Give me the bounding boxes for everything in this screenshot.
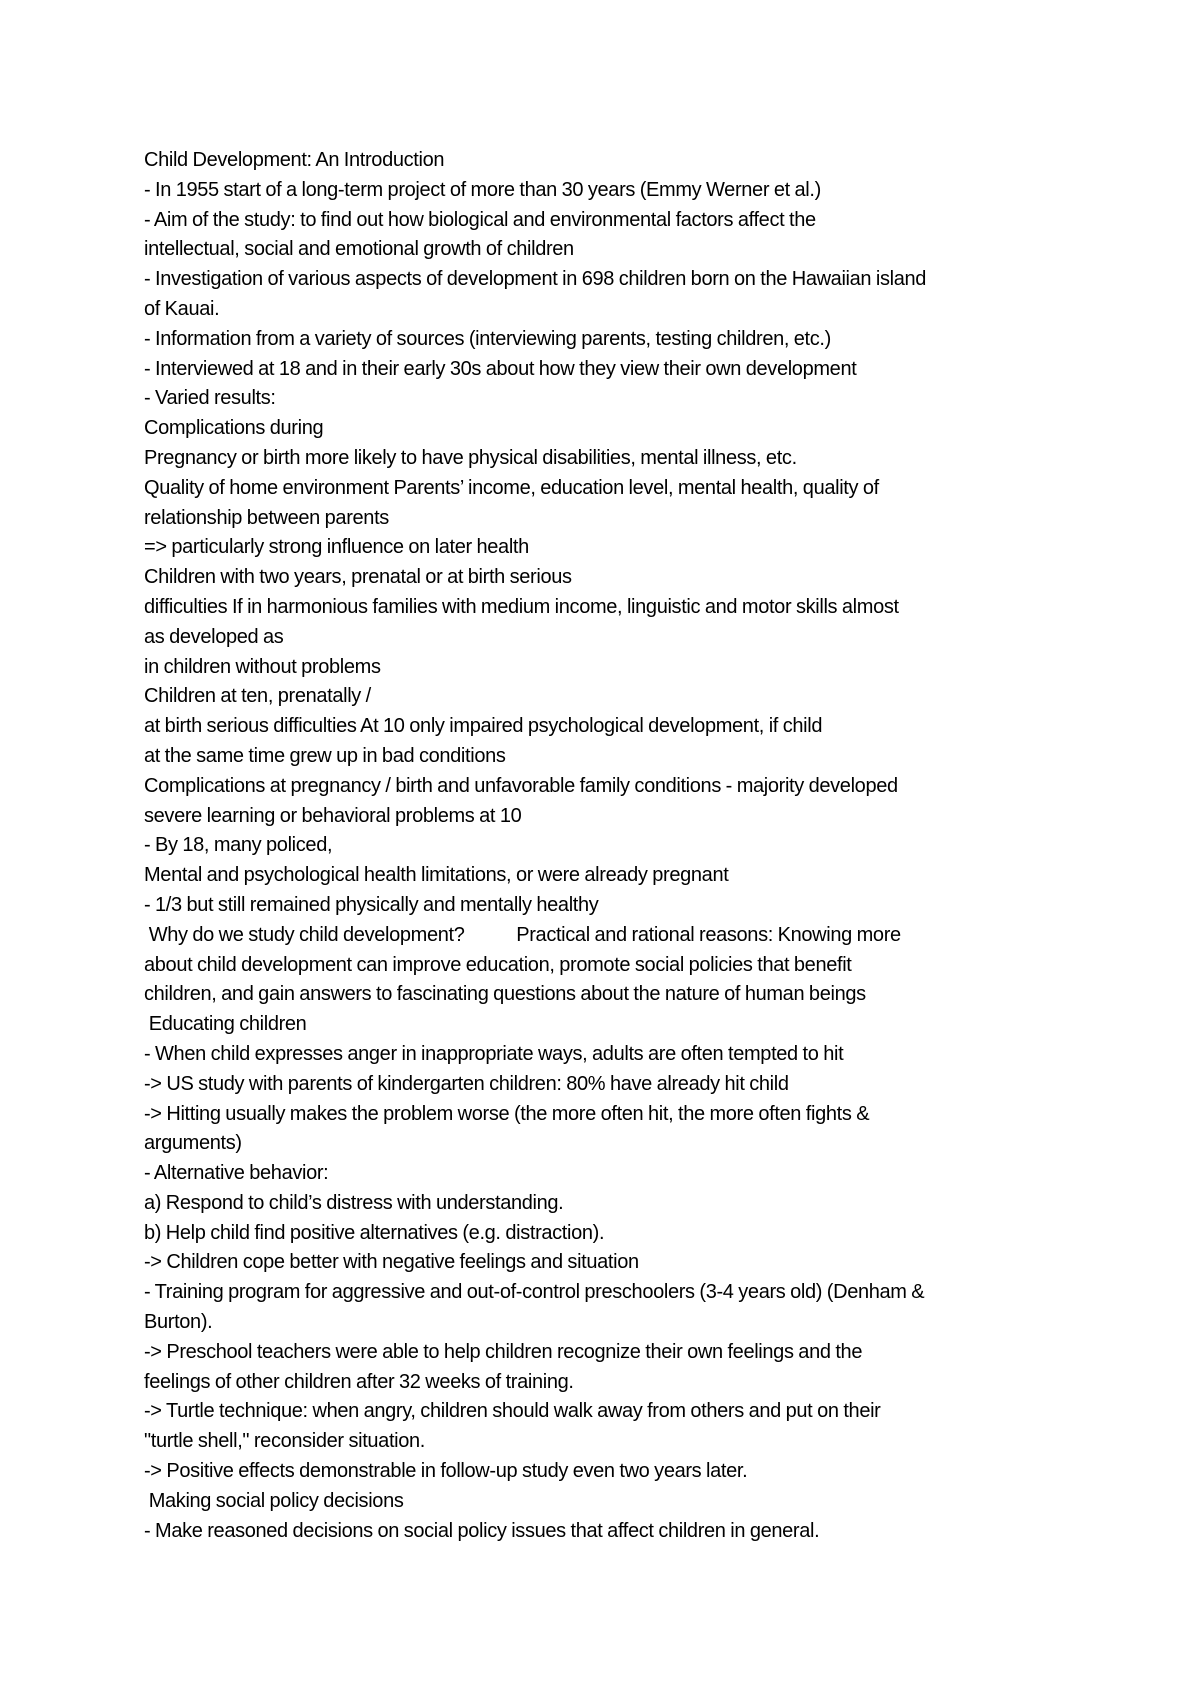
text-line: - Investigation of various aspects of development in 698 children born on the Hawaiian island [144, 268, 927, 291]
text-line: -> Preschool teachers were able to help children recognize their own feelings and the [144, 1340, 863, 1363]
text-line: a) Respond to child’s distress with understanding. [144, 1191, 564, 1214]
text-line: - Information from a variety of sources (interviewing parents, testing children, etc.) [144, 327, 831, 350]
text-line: in children without problems [144, 655, 381, 678]
document-body [144, 146, 1074, 1546]
section-heading: Making social policy decisions [144, 1489, 404, 1512]
text-line: Pregnancy or birth more likely to have physical disabilities, mental illness, etc. [144, 446, 797, 469]
text-line: children, and gain answers to fascinating questions about the nature of human beings [144, 983, 866, 1006]
text-line: - When child expresses anger in inappropriate ways, adults are often tempted to hit [144, 1042, 844, 1065]
text-line: Complications during [144, 417, 324, 440]
text-line: "turtle shell," reconsider situation. [144, 1430, 425, 1453]
text-line: difficulties If in harmonious families with medium income, linguistic and motor skills almost [144, 595, 899, 618]
text-line: - By 18, many policed, [144, 834, 333, 857]
text-line: arguments) [144, 1132, 242, 1155]
text-line: -> US study with parents of kindergarten children: 80% have already hit child [144, 1072, 789, 1095]
text-line: -> Positive effects demonstrable in follow-up study even two years later. [144, 1460, 748, 1483]
text-line: -> Hitting usually makes the problem worse (the more often hit, the more often fights & [144, 1102, 870, 1125]
text-line: - Aim of the study: to find out how biological and environmental factors affect the [144, 208, 816, 231]
text-line: intellectual, social and emotional growth of children [144, 238, 574, 261]
text-line: Burton). [144, 1311, 213, 1334]
text-line: - In 1955 start of a long-term project of more than 30 years (Emmy Werner et al.) [144, 178, 821, 201]
text-line: => particularly strong influence on later health [144, 536, 529, 559]
text-line: of Kauai. [144, 297, 220, 320]
text-line: relationship between parents [144, 506, 389, 529]
text-line: severe learning or behavioral problems at 10 [144, 804, 522, 827]
text-line: Quality of home environment Parents’ income, education level, mental health, quality of [144, 476, 879, 499]
text-line: -> Turtle technique: when angry, children should walk away from others and put on their [144, 1400, 881, 1423]
text-line: feelings of other children after 32 weeks of training. [144, 1370, 574, 1393]
text-line: - 1/3 but still remained physically and mentally healthy [144, 893, 599, 916]
text-line: - Varied results: [144, 387, 276, 410]
text-line: Children with two years, prenatal or at birth serious [144, 566, 572, 589]
text-line: Complications at pregnancy / birth and unfavorable family conditions - majority developed [144, 774, 898, 797]
text-line: -> Children cope better with negative feelings and situation [144, 1251, 639, 1274]
text-line: - Alternative behavior: [144, 1162, 329, 1185]
text-line: b) Help child find positive alternatives (e.g. distraction). [144, 1221, 605, 1244]
text-line: at the same time grew up in bad conditions [144, 744, 506, 767]
text-line: Mental and psychological health limitations, or were already pregnant [144, 864, 729, 887]
section-heading: Why do we study child development? Practical and rational reasons: Knowing more [144, 923, 901, 946]
text-line: as developed as [144, 625, 284, 648]
text-line: - Interviewed at 18 and in their early 30s about how they view their own development [144, 357, 857, 380]
text-line: - Make reasoned decisions on social policy issues that affect children in general. [144, 1519, 820, 1542]
text-line: at birth serious difficulties At 10 only impaired psychological development, if child [144, 715, 823, 738]
text-line: Children at ten, prenatally / [144, 685, 371, 708]
section-heading: Educating children [144, 1013, 307, 1036]
text-line: - Training program for aggressive and out-of-control preschoolers (3-4 years old) (Denham & [144, 1281, 925, 1304]
document-title: Child Development: An Introduction [144, 149, 445, 171]
text-line: about child development can improve education, promote social policies that benefit [144, 953, 852, 976]
